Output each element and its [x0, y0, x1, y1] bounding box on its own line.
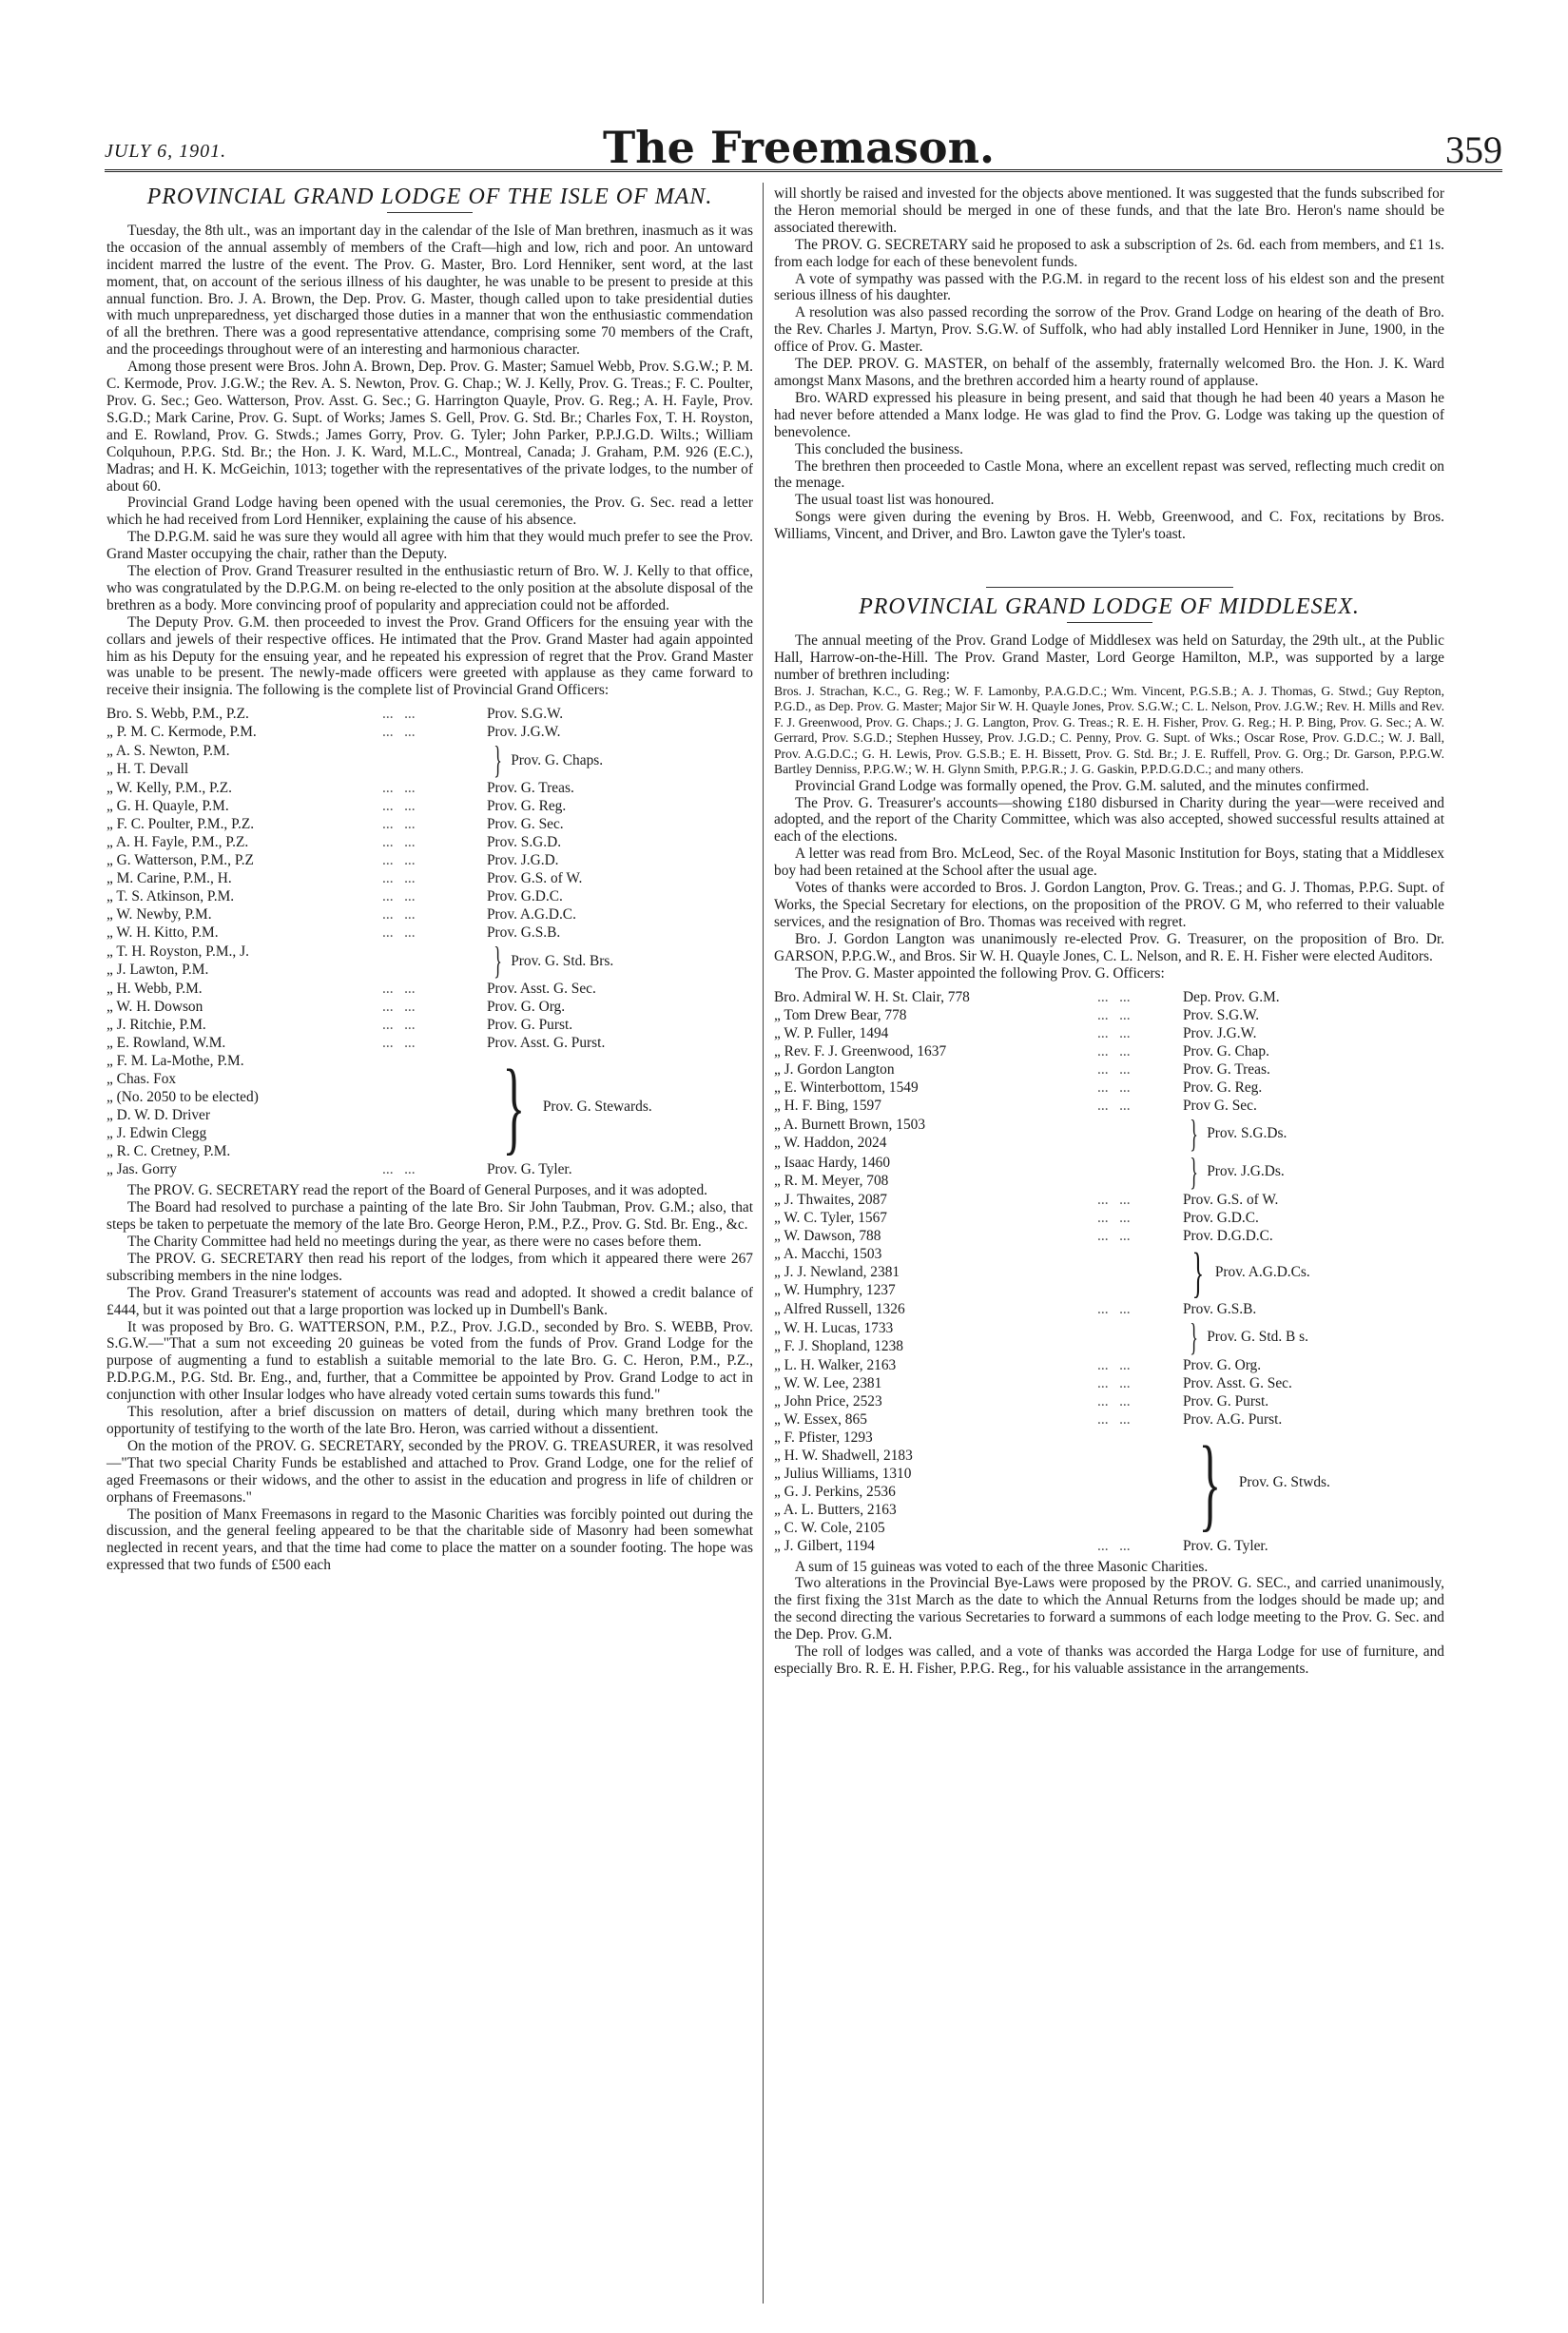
paragraph: Tuesday, the 8th ult., was an important day in the calendar of the Isle of Man brethren, inasmuch as it was the occasion of the annual assembly of members of the Craft—high and low, rich and poor. An untoward incident marred the lustre of the event. The Prov. G. Master, Bro. Lord Henniker, sent word, at the last moment, that, on account of the serious illness of his daughter, he was unable to be present to preside at this annual function. Bro. J. A. Brown, the Dep. Prov. G. Master, though called upon to take presidential duties with much unpreparedness, yet discharged those duties in a manner that won the enthusiastic commendation of all the brethren. There was a good representative attendance, comprising some 70 members of the Craft, and the proceedings throughout were of an interesting and harmonious character.	[106, 222, 753, 359]
officer-row: „ John Price, 2523 ... ... Prov. G. Purst.	[774, 1392, 1269, 1410]
officers-list	[774, 988, 1444, 1555]
officer-row: „ W. Newby, P.M. ... ... Prov. A.G.D.C.	[106, 906, 576, 923]
paragraph: The usual toast list was honoured.	[795, 492, 995, 509]
officer-row: „ W. P. Fuller, 1494 ... ... Prov. J.G.W.	[774, 1024, 1257, 1041]
article-heading-isle-of-man: PROVINCIAL GRAND LODGE OF THE ISLE OF MAN.	[146, 185, 713, 209]
paragraph: The Prov. G. Treasurer's accounts—showing £180 disbursed in Charity during the year—were received and adopted, and the report of the Charity Committee, which was also accepted, showed successful results attained at each of the elections.	[774, 794, 1444, 846]
officer-row: „ L. H. Walker, 2163 ... ... Prov. G. Org.	[774, 1356, 1262, 1373]
officer-row: „ T. S. Atkinson, P.M. ... ... Prov. G.D.C.	[106, 888, 563, 905]
paragraph: The D.P.G.M. said he was sure they would all agree with him that they would much prefer to see the Prov. Grand Master occupying the chair, rather than the Deputy.	[106, 529, 753, 563]
officer-group: „ A. S. Newton, P.M. „ H. T. Devall } Prov. G. Chaps.	[106, 738, 604, 782]
heading-rule	[387, 212, 473, 213]
officer-row: „ J. Ritchie, P.M. ... ... Prov. G. Purst.	[106, 1017, 573, 1034]
paragraph: The Charity Committee had held no meetings during the year, as there were no cases before them.	[127, 1234, 702, 1250]
officer-group: „ Isaac Hardy, 1460 „ R. M. Meyer, 708 } Prov. J.G.Ds.	[774, 1149, 1285, 1193]
officer-row: „ H. Webb, P.M. ... ... Prov. Asst. G. Sec.	[106, 981, 596, 998]
paragraph: The PROV. G. SECRETARY read the report of the Board of General Purposes, and it was adopted.	[127, 1182, 708, 1199]
paragraph: Songs were given during the evening by Bros. H. Webb, Greenwood, and C. Fox, recitations by Bros. Williams, Vincent, and Driver, and Bro. Lawton gave the Tyler's toast.	[774, 509, 1444, 543]
paragraph: The annual meeting of the Prov. Grand Lodge of Middlesex was held on Saturday, the 29th ult., at the Public Hall, Harrow-on-the-Hill. The Prov. Grand Master, Lord George Hamilton, M.P., was supported by a large number of brethren including:	[774, 632, 1444, 683]
officer-row: „ H. F. Bing, 1597 ... ... Prov G. Sec.	[774, 1097, 1257, 1114]
officer-group: „ A. Burnett Brown, 1503 „ W. Haddon, 2024 } Prov. S.G.Ds.	[774, 1111, 1287, 1155]
officer-row: „ J. Gordon Langton ... ... Prov. G. Treas.	[774, 1060, 1270, 1078]
officer-row: „ F. C. Poulter, P.M., P.Z. ... ... Prov. G. Sec.	[106, 816, 564, 833]
officer-row: „ Rev. F. J. Greenwood, 1637 ... ... Prov. G. Chap.	[774, 1042, 1269, 1060]
paragraph: This concluded the business.	[795, 440, 963, 457]
attendees-list: Bros. J. Strachan, K.C., G. Reg.; W. F. Lamonby, P.A.G.D.C.; Wm. Vincent, P.G.S.B.; A. J. Thomas, G. Stwd.; Guy Repton, P.G.D., as Dep. Prov. G. Master; Major Sir W. H. Quayle Jones, Prov. S.G.W.; C. L. Nelson, Prov. J.G.W.; Rev. H. Mills and Rev. F. J. Greenwood, Prov. G. Chaps.; J. G. Langton, Prov. G. Treas.; R. E. H. Fisher, Prov. G. Reg.; H. P. Bing, Prov. G. Sec.; A. W. Gerrard, Prov. S.G.D.; Stephen Hussey, Prov. J.G.D.; C. Penny, Prov. G. Supt. of Wks.; Oscar Rose, Prov. G.D.C.; W. J. Ball, Prov. A.G.D.C.; G. H. Lewis, Prov. G.S.B.; E. H. Bissett, Prov. G. Std. Br.; J. E. Ruffell, Prov. G. Org.; Dr. Garson, P.P.G.W. Bartley Denniss, P.P.G.W.; W. H. Glynn Smith, P.P.G.R.; J. G. Gaskin, P.P.D.G.D.C.; and many others.	[774, 683, 1444, 777]
officer-row: „ W. Essex, 865 ... ... Prov. A.G. Purst.	[774, 1410, 1283, 1428]
officer-group: „ F. M. La-Mothe, P.M. „ Chas. Fox „ (No. 2050 to be elected) „ D. W. D. Driver „ J. Edwin Clegg „ R. C. Cretney, P.M. } Prov. G. Stewards.	[106, 1048, 652, 1165]
officer-group: „ F. Pfister, 1293 „ H. W. Shadwell, 2183 „ Julius Williams, 1310 „ G. J. Perkins, 2536 „ A. L. Butters, 2163 „ C. W. Cole, 2105 } Prov. G. Stwds.	[774, 1424, 1330, 1541]
officer-row: „ W. Kelly, P.M., P.Z. ... ... Prov. G. Treas.	[106, 780, 574, 797]
paragraph: Among those present were Bros. John A. Brown, Dep. Prov. G. Master; Samuel Webb, Prov. S.G.W.; P. M. C. Kermode, Prov. J.G.W.; the Rev. A. S. Newton, Prov. G. Chap.; W. J. Kelly, Prov. G. Treas.; F. C. Poulter, Prov. G. Sec.; Geo. Watterson, Prov. Asst. G. Sec.; G. Harrington Quayle, Prov. G. Reg.; A. H. Fayle, Prov. S.G.D.; Mark Carine, Prov. G. Supt. of Works; James S. Gell, Prov. G. Std. Br.; Charles Fox, T. H. Royston, and E. Rowland, Prov. G. Stwds.; James Gorry, Prov. G. Tyler; John Parker, P.P.J.G.D. Wilts.; William Colquhoun, P.P.G. Std. Br.; the Hon. J. K. Ward, M.L.C., Montreal, Canada; J. Graham, P.M. 926 (E.C.), Madras; and H. K. McGeichin, 1013; together with the representatives of the private lodges, to the number of about 60.	[106, 359, 753, 495]
paragraph: The Board had resolved to purchase a painting of the late Bro. Sir John Taubman, Prov. G.M.; also, that steps be taken to perpetuate the memory of the late Bro. George Heron, P.M., P.Z., Prov. G. Std. Br. Eng., &c.	[106, 1199, 753, 1234]
paragraph: The roll of lodges was called, and a vote of thanks was accorded the Harga Lodge for use of furniture, and especially Bro. R. E. H. Fisher, P.P.G. Reg., for his valuable assistance in the arrangements.	[774, 1643, 1444, 1677]
paragraph: A letter was read from Bro. McLeod, Sec. of the Royal Masonic Institution for Boys, stating that a Middlesex boy had been retained at the School after the usual age.	[774, 846, 1444, 880]
paragraph: The Prov. Grand Treasurer's statement of accounts was read and adopted. It showed a credit balance of £444, but it was pointed out that a large proportion was locked up in Dumbell's Bank.	[106, 1284, 753, 1318]
officer-row: „ M. Carine, P.M., H. ... ... Prov. G.S. of W.	[106, 870, 583, 887]
paragraph: Votes of thanks were accorded to Bros. J. Gordon Langton, Prov. G. Treas.; and G. J. Thomas, P.P.G. Supt. of Works, the Special Secretary for elections, on the proposition of the PROV. G M, who referred to their valuable services, and the resignation of Bro. Thomas was received with regret.	[774, 880, 1444, 930]
paragraph: On the motion of the PROV. G. SECRETARY, seconded by the PROV. G. TREASURER, it was resolved—"That two special Charity Funds be established and attached to Prov. Grand Lodge, one for the relief of aged Freemasons or their widows, and the other to assist in the education and progress in life of children or orphans of Freemasons."	[106, 1437, 753, 1506]
officer-row: „ G. Watterson, P.M., P.Z ... ... Prov. J.G.D.	[106, 852, 559, 869]
officer-row: „ J. Gilbert, 1194 ... ... Prov. G. Tyler.	[774, 1537, 1268, 1554]
paragraph: The election of Prov. Grand Treasurer resulted in the enthusiastic return of Bro. W. J. Kelly to that office, who was congratulated by the D.P.G.M. on being re-elected to the only position at the absolute disposal of the brethren as a body. More convincing proof of popularity and appreciation could not be afforded.	[106, 563, 753, 613]
paragraph: The DEP. PROV. G. MASTER, on behalf of the assembly, fraternally welcomed Bro. the Hon. J. K. Ward amongst Manx Masons, and the brethren accorded him a hearty round of applause.	[774, 356, 1444, 389]
paragraph: A sum of 15 guineas was voted to each of the three Masonic Charities.	[795, 1558, 1209, 1575]
officer-row: „ E. Winterbottom, 1549 ... ... Prov. G. Reg.	[774, 1079, 1263, 1096]
paragraph: will shortly be raised and invested for the objects above mentioned. It was suggested that the funds subscribed for the Heron memorial should be merged in one of these funds, and that the late Bro. Heron's name should be associated therewith.	[774, 185, 1444, 236]
officer-row: „ W. W. Lee, 2381 ... ... Prov. Asst. G. Sec.	[774, 1374, 1292, 1391]
paragraph: A vote of sympathy was passed with the P.G.M. in regard to the recent loss of his eldest son and the present serious illness of his daughter.	[774, 270, 1444, 304]
officer-row: „ Alfred Russell, 1326 ... ... Prov. G.S.B.	[774, 1300, 1257, 1317]
officer-row: „ P. M. C. Kermode, P.M. ... ... Prov. J.G.W.	[106, 724, 561, 741]
paragraph: A resolution was also passed recording the sorrow of the Prov. Grand Lodge on hearing of the death of Bro. the Rev. Charles J. Martyn, Prov. S.G.W. of Suffolk, who had ably installed Lord Henniker in June, 1900, in the office of Prov. G. Master.	[774, 304, 1444, 356]
paragraph: The PROV. G. SECRETARY then read his report of the lodges, from which it appeared there were 267 subscribing members in the nine lodges.	[106, 1250, 753, 1284]
section-rule	[986, 587, 1233, 588]
paragraph: Two alterations in the Provincial Bye-Laws were proposed by the PROV. G. SEC., and carried unanimously, the first fixing the 31st March as the date to which the Annual Returns from the lodges should be made up; and the second directing the various Secretaries to forward a summons of each lodge meeting to the Prov. G. Sec. and the Dep. Prov. G.M.	[774, 1575, 1444, 1643]
officer-row: „ J. Thwaites, 2087 ... ... Prov. G.S. of W.	[774, 1191, 1279, 1208]
paragraph: Provincial Grand Lodge having been opened with the usual ceremonies, the Prov. G. Sec. read a letter which he had received from Lord Henniker, explaining the cause of his absence.	[106, 495, 753, 529]
officer-row: „ W. H. Kitto, P.M. ... ... Prov. G.S.B.	[106, 924, 561, 942]
officer-row: Bro. Admiral W. H. St. Clair, 778 ... ... Dep. Prov. G.M.	[774, 988, 1280, 1005]
paragraph: It was proposed by Bro. G. WATTERSON, P.M., P.Z., Prov. J.G.D., seconded by Bro. S. WEBB, Prov. S.G.W.—"That a sum not exceeding 20 guineas be voted from the funds of Prov. Grand Lodge for the purpose of augmenting a fund to establish a suitable memorial to the late Bro. G. C. Heron, P.M., P.Z., P.D.P.G.M., P.G. Std. Br. Eng., and, further, that a Committee be appointed by Prov. Grand Lodge to act in conjunction with other Insular lodges who have already voted certain sums towards this fund."	[106, 1318, 753, 1404]
paragraph: Bro. WARD expressed his pleasure in being present, and said that though he had been 40 years a Mason he had never before attended a Manx lodge. He was glad to find the Prov. G. Lodge was taking up the question of benevolence.	[774, 389, 1444, 440]
header-rule	[105, 169, 1502, 172]
officer-group: „ A. Macchi, 1503 „ J. J. Newland, 2381 „ W. Humphry, 1237 } Prov. A.G.D.Cs.	[774, 1240, 1310, 1303]
paragraph: The position of Manx Freemasons in regard to the Masonic Charities was forcibly pointed out during the discussion, and the general feeling appeared to be that the charitable side of Masonry had been somewhat neglected in recent years, and that the time had come to place the matter on a sounder footing. The hope was expressed that two funds of £500 each	[106, 1506, 753, 1574]
right-column	[774, 185, 1444, 1678]
paragraph: The PROV. G. SECRETARY said he proposed to ask a subscription of 2s. 6d. each from members, and £1 1s. from each lodge for each of these benevolent funds.	[774, 236, 1444, 270]
officer-row: „ W. H. Dowson ... ... Prov. G. Org.	[106, 999, 566, 1016]
paragraph: This resolution, after a brief discussion on matters of detail, during which many brethren took the opportunity of testifying to the worth of the late Bro. Heron, was carried without a dissentient.	[106, 1404, 753, 1437]
paragraph: Provincial Grand Lodge was formally opened, the Prov. G.M. saluted, and the minutes confirmed.	[795, 777, 1369, 794]
masthead-title: The Freemason.	[602, 122, 996, 173]
officer-group: „ T. H. Royston, P.M., J. „ J. Lawton, P.M. } Prov. G. Std. Brs.	[106, 939, 614, 982]
officer-row: „ E. Rowland, W.M. ... ... Prov. Asst. G. Purst.	[106, 1035, 606, 1052]
officer-row: „ A. H. Fayle, P.M., P.Z. ... ... Prov. S.G.D.	[106, 834, 562, 851]
officer-row: „ Jas. Gorry ... ... Prov. G. Tyler.	[106, 1161, 572, 1178]
officer-row: „ W. C. Tyler, 1567 ... ... Prov. G.D.C.	[774, 1209, 1259, 1226]
paragraph: The Prov. G. Master appointed the following Prov. G. Officers:	[795, 964, 1165, 982]
officer-group: „ W. H. Lucas, 1733 „ F. J. Shopland, 1238 } Prov. G. Std. B s.	[774, 1314, 1308, 1358]
paragraph: The brethren then proceeded to Castle Mona, where an excellent repast was served, reflecting much credit on the menage.	[774, 457, 1444, 492]
officer-row: „ G. H. Quayle, P.M. ... ... Prov. G. Reg.	[106, 798, 567, 815]
page-number: 359	[1445, 128, 1502, 171]
paragraph: Bro. J. Gordon Langton was unanimously re-elected Prov. G. Treasurer, on the proposition of Bro. Dr. GARSON, P.P.G.W., and Bros. Sir W. H. Quayle Jones, C. L. Nelson, and R. E. H. Fisher were elected Auditors.	[774, 930, 1444, 964]
officer-row: „ Tom Drew Bear, 778 ... ... Prov. S.G.W.	[774, 1006, 1260, 1023]
officer-row: Bro. S. Webb, P.M., P.Z. ... ... Prov. S.G.W.	[106, 706, 564, 723]
officers-list	[106, 705, 753, 1178]
article-heading-middlesex: PROVINCIAL GRAND LODGE OF MIDDLESEX.	[859, 594, 1360, 620]
column-divider	[763, 183, 764, 2304]
officer-row: „ W. Dawson, 788 ... ... Prov. D.G.D.C.	[774, 1227, 1273, 1244]
heading-rule	[1067, 622, 1152, 623]
left-column	[106, 185, 753, 1574]
issue-date: JULY 6, 1901.	[105, 141, 227, 162]
paragraph: The Deputy Prov. G.M. then proceeded to invest the Prov. Grand Officers for the ensuing year with the collars and jewels of their respective offices. He intimated that the Prov. Grand Master had again appointed him as his Deputy for the ensuing year, and he repeated his expression of regret that the Prov. Grand Master was unable to be present. The newly-made officers were greeted with applause as they came forward to receive their insignia. The following is the complete list of Provincial Grand Officers:	[106, 613, 753, 699]
